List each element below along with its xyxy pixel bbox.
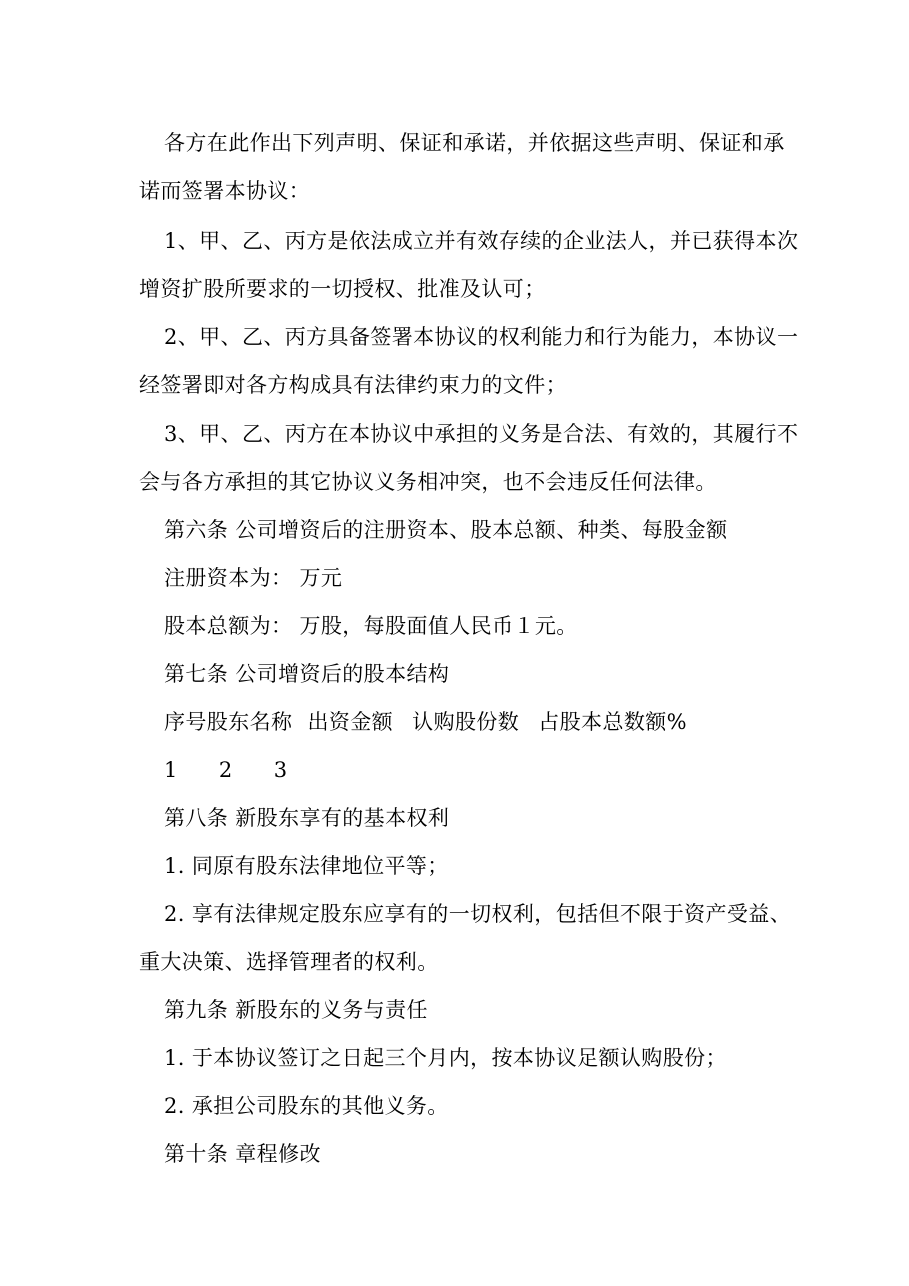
column-header-subscribed-shares: 认购股份数 [412, 710, 520, 734]
declaration-intro-line-1: 各方在此作出下列声明、保证和承诺，并依据这些声明、保证和承 [164, 131, 785, 155]
row-number: 1 [164, 758, 178, 782]
row-number: 3 [273, 758, 288, 782]
article-10-heading: 第十条 章程修改 [164, 1142, 321, 1166]
column-header-number-name: 序号股东名称 [164, 710, 293, 734]
share-structure-row-numbers [164, 756, 844, 784]
registered-capital-line: 注册资本为： 万元 [164, 566, 343, 590]
share-structure-table-header [164, 708, 844, 736]
article-9-item-1: 1. 于本协议签订之日起三个月内，按本协议足额认购股份； [164, 1046, 727, 1070]
column-header-capital-amount: 出资金额 [307, 710, 394, 734]
article-8-item-2-line-1: 2. 享有法律规定股东应享有的一切权利，包括但不限于资产受益、 [164, 902, 792, 926]
declaration-item-3-line-1: 3、甲、乙、丙方在本协议中承担的义务是合法、有效的，其履行不 [164, 422, 799, 446]
article-6-heading: 第六条 公司增资后的注册资本、股本总额、种类、每股金额 [164, 518, 728, 542]
declaration-item-2-line-2: 经签署即对各方构成具有法律约束力的文件； [139, 373, 567, 397]
declaration-item-1-line-2: 增资扩股所要求的一切授权、批准及认可； [139, 277, 546, 301]
declaration-intro-line-2: 诺而签署本协议： [139, 179, 311, 203]
article-8-item-1: 1. 同原有股东法律地位平等； [164, 854, 449, 878]
total-share-capital-line: 股本总额为： 万股，每股面值人民币１元。 [164, 614, 578, 638]
article-9-item-2: 2. 承担公司股东的其他义务。 [164, 1094, 449, 1118]
declaration-item-2-line-1: 2、甲、乙、丙方具备签署本协议的权利能力和行为能力，本协议一 [164, 325, 799, 349]
row-number: 2 [218, 758, 233, 782]
article-9-heading: 第九条 新股东的义务与责任 [164, 998, 428, 1022]
article-7-heading: 第七条 公司增资后的股本结构 [164, 662, 450, 686]
declaration-item-3-line-2: 会与各方承担的其它协议义务相冲突，也不会违反任何法律。 [139, 470, 717, 494]
column-header-share-percentage: 占股本总数额% [538, 710, 688, 734]
declaration-item-1-line-1: 1、甲、乙、丙方是依法成立并有效存续的企业法人，并已获得本次 [164, 229, 799, 253]
article-8-item-2-line-2: 重大决策、选择管理者的权利。 [139, 950, 439, 974]
article-8-heading: 第八条 新股东享有的基本权利 [164, 806, 450, 830]
